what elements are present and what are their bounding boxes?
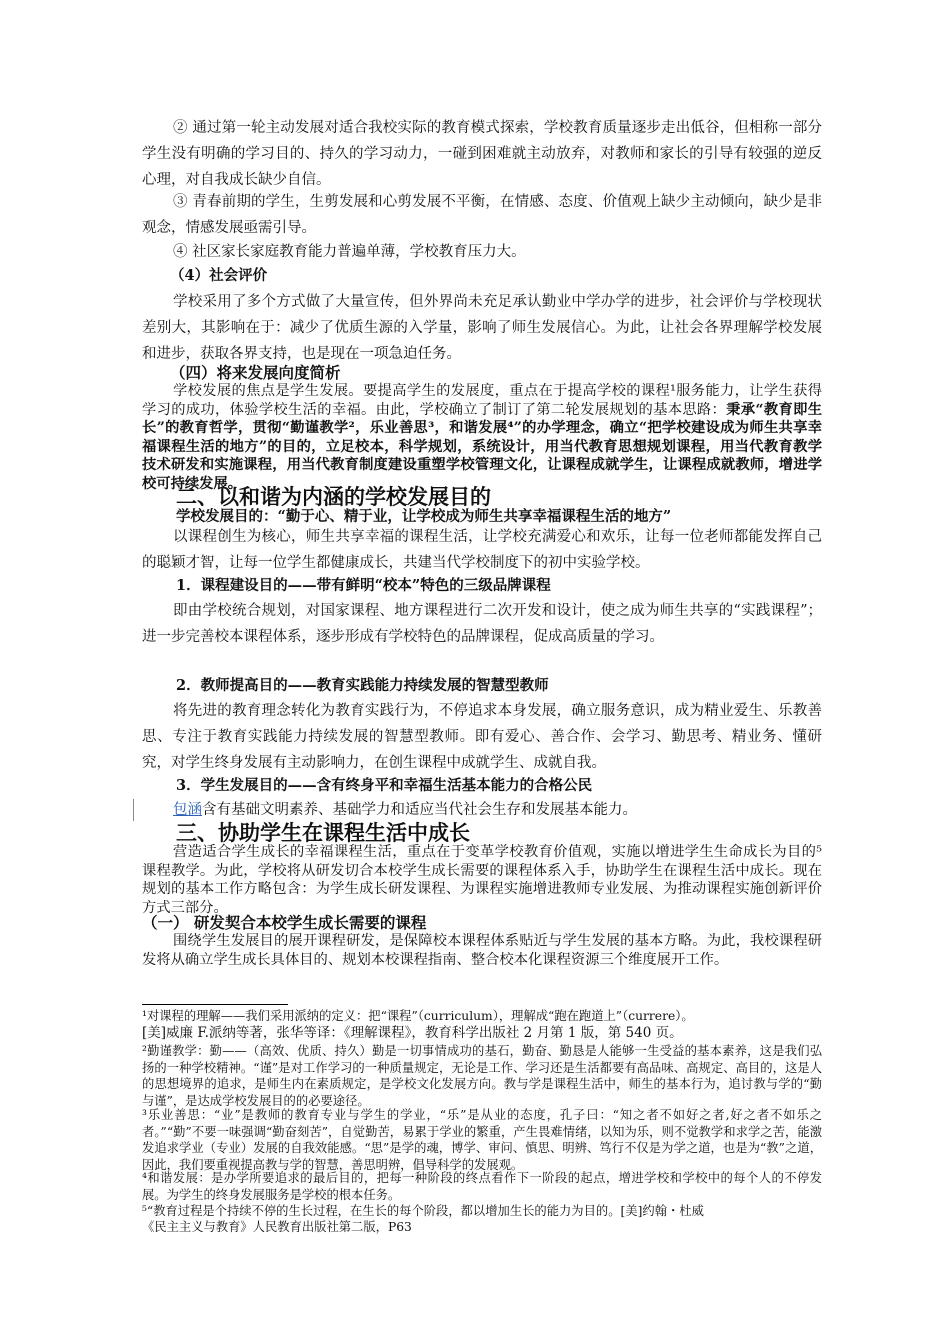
section-3-heading: 三、协助学生在课程生活中成长 xyxy=(176,821,470,845)
section-2-heading: 二、以和谐为内涵的学校发展目的 xyxy=(176,485,491,509)
social-evaluation-paragraph: 学校采用了多个方式做了大量宣传，但外界尚未充足承认勤业中学办学的进步，社会评价与学校现状差别大，其影响在于：减少了优质生源的入学量，影响了师生发展信心。为此，让社会各界理解学校发展和进步，获取各界支持，也是现在一项急迫任务。 xyxy=(142,294,822,362)
footnote-3: ³乐业善思：“业”是教师的教育专业与学生的学业，“乐”是从业的态度，孔子曰：“知之者不如好之者,好之者不如乐之者。”“勤”不要一味强调“勤奋刻苦”，自觉勤苦，易累于学业的繁重，产生畏难情绪，以知为乐，则不觉教学和求学之苦，能激发追求学业（专业）发展的自我效能感。“思”是学的魂，博学、审问、慎思、明辨、笃行不仅是为学之道，也是为“教”之道，因此，我们要重视提高教与学的智慧，善思明辨，倡导科学的发展观。 xyxy=(142,1108,822,1172)
footnote-5: ⁵“教育过程是个持续不停的生长过程，在生长的每个阶段，都以增加生长的能力为目的。[美]约翰・杜威 xyxy=(142,1204,704,1218)
social-evaluation-heading: （4）社会评价 xyxy=(170,267,268,284)
goal-2-paragraph: 将先进的教育理念转化为教育实践行为，不停追求本身发展，确立服务意识，成为精业爱生、乐教善思、专注于教育实践能力持续发展的智慧型教师。即有爱心、善合作、会学习、勤思考、精业务、懂研究，对学生终身发展有主动影响力，在创生课程中成就学生、成就自我。 xyxy=(142,703,822,771)
future-direction-text: 学校发展的焦点是学生发展。要提高学生的发展度，重点在于提高学校的课程¹服务能力，让学生获得学习的成功，体验学校生活的幸福。由此，学校确立了制订了第二轮发展规划的基本思路： xyxy=(142,383,822,418)
subsection-1-paragraph: 围绕学生发展目的展开课程研发，是保障校本课程体系贴近与学生发展的基本方略。为此，我校课程研发将从确立学生成长具体目的、规划本校课程指南、整合校本化课程资源三个维度展开工作。 xyxy=(142,933,822,968)
footnote-2: ²勤谨教学：勤——（高效、优质、持久）勤是一切事情成功的基石，勤奋、勤恳是人能够一生受益的基本素养，这是我们弘扬的一种学校精神。“谨”是对工作学习的一种质量规定，无论是工作、学习还是生活都要有高品味、高规定、高目的，这是人的思想境界的追求，是师生内在素质规定，是学校文化发展方向。教与学是课程生活中，师生的基本行为，追讨教与学的“勤与谨”，是达成学校发展目的的必要途径。 xyxy=(142,1044,822,1108)
future-direction-bold-text: 秉承“教育即生长”的教育哲学，贯彻“勤谨教学²，乐业善思³，和谐发展⁴”的办学理念，确立“把学校建设成为师生共享幸福课程生活的地方”的目的，立足校本，科学规划，系统设计，用当代教育思想规划课程，用当代教育教学技术研发和实施课程，用当代教育制度建设重塑学校管理文化，让课程成就学生，让课程成就教师，增进学校可持续发展。 xyxy=(142,401,822,492)
subsection-1-heading: （一） 研发契合本校学生成长需要的课程 xyxy=(142,914,427,932)
footnote-4: ⁴和谐发展：是办学所要追求的最后目的，把每一种阶段的终点看作下一阶段的起点，增进学校和学校中的每个人的不停发展。为学生的终身发展服务是学校的根本任务。 xyxy=(142,1171,822,1202)
paragraph-point-2: ② 通过第一轮主动发展对适合我校实际的教育模式探索，学校教育质量逐步走出低谷，但相称一部分学生没有明确的学习目的、持久的学习动力，一碰到困难就主动放弃，对教师和家长的引导有较强的逆反心理，对自我成长缺少自信。 xyxy=(142,120,822,188)
paragraph-point-3: ③ 青春前期的学生，生剪发展和心剪发展不平衡，在情感、态度、价值观上缺少主动倾向，缺少是非观念，情感发展亟需引导。 xyxy=(142,194,822,236)
school-goal-statement: 学校发展目的：“勤于心、精于业，让学校成为师生共享幸福课程生活的地方” xyxy=(176,508,672,525)
future-direction-heading: （四）将来发展向度简析 xyxy=(170,364,341,382)
footnote-separator xyxy=(142,1004,288,1005)
revision-change-bar xyxy=(133,799,134,821)
section-3-paragraph: 营造适合学生成长的幸福课程生活，重点在于变革学校教育价值观，实施以增进学生生命成长为目的⁵课程教学。为此，学校将从研发切合本校学生成长需要的课程体系入手，协助学生在课程生活中成长。现在规划的基本工作方略包含：为学生成长研发课程、为课程实施增进教师专业发展、为推动课程实施创新评价方式三部分。 xyxy=(142,844,822,916)
tracked-change-link[interactable]: 包涵 xyxy=(173,802,202,818)
goal-2-heading: 2．教师提高目的——教育实践能力持续发展的智慧型教师 xyxy=(176,677,549,694)
footnote-1-citation: [美]威廉 F.派纳等著，张华等译：《理解课程》，教育科学出版社 2 月第 1 版，第 540 页。 xyxy=(142,1025,683,1041)
future-direction-paragraph xyxy=(142,382,822,493)
footnote-5-citation: 《民主主义与教育》人民教育出版社第二版，P63 xyxy=(142,1220,412,1234)
goal-3-text: 含有基础文明素养、基础学力和适应当代社会生存和发展基本能力。 xyxy=(202,802,637,818)
goal-3-heading: 3．学生发展目的——含有终身平和幸福生活基本能力的合格公民 xyxy=(176,777,593,794)
goal-1-heading: 1．课程建设目的——带有鲜明“校本”特色的三级品牌课程 xyxy=(176,577,551,594)
goal-1-paragraph: 即由学校统合规划，对国家课程、地方课程进行二次开发和设计，使之成为师生共享的“实践课程”；进一步完善校本课程体系，逐步形成有学校特色的品牌课程，促成高质量的学习。 xyxy=(142,603,822,645)
school-goal-paragraph: 以课程创生为核心，师生共享幸福的课程生活，让学校充满爱心和欢乐，让每一位老师都能发挥自己的聪颖才智，让每一位学生都健康成长，共建当代学校制度下的初中实验学校。 xyxy=(142,529,822,571)
footnote-1: ¹对课程的理解——我们采用派纳的定义：把“课程”（curriculum），理解成“跑在跑道上”（currere）。 xyxy=(142,1009,694,1023)
paragraph-point-4: ④ 社区家长家庭教育能力普遍单薄，学校教育压力大。 xyxy=(173,244,526,260)
